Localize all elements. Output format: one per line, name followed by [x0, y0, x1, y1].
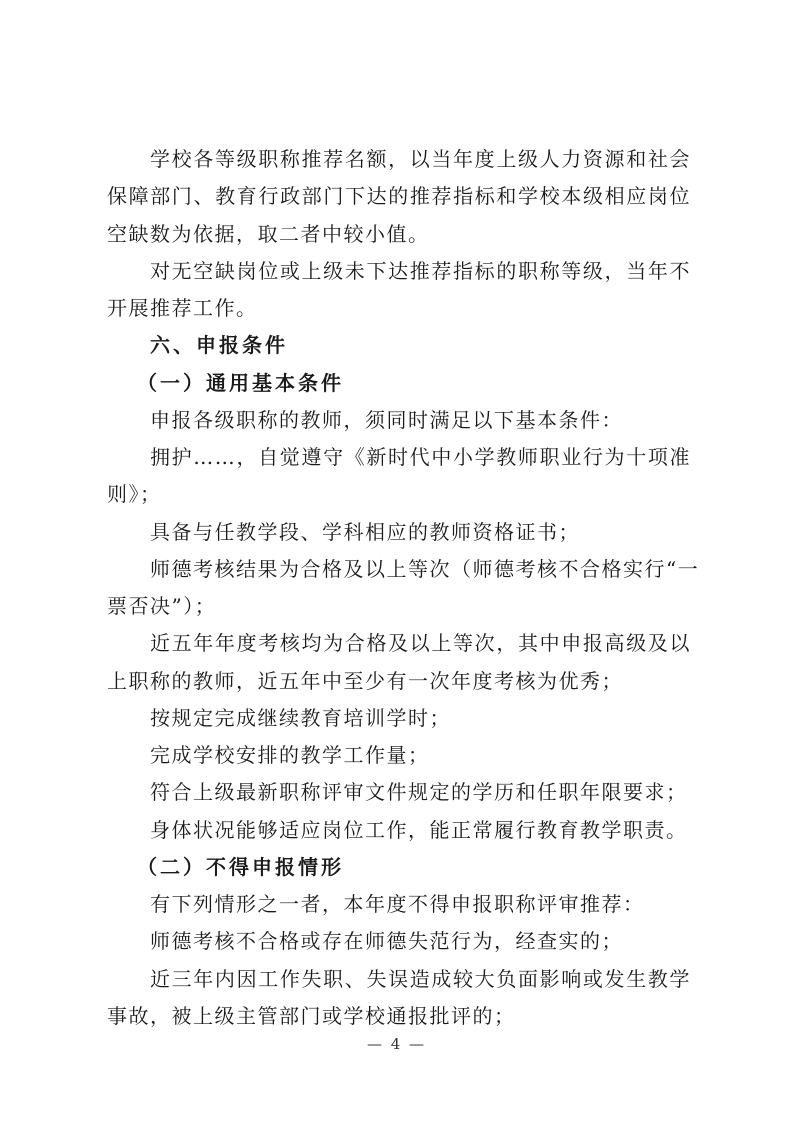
- body-text-line: 近五年年度考核均为合格及以上等次，其中申报高级及以: [150, 631, 691, 656]
- body-text-line: 拥护……，自觉遵守《新时代中小学教师职业行为十项准: [150, 445, 691, 469]
- body-text-line: 则》；: [107, 482, 162, 507]
- body-text-line: 按规定完成继续教育培训学时；: [150, 705, 451, 730]
- body-text-line: 对无空缺岗位或上级未下达推荐指标的职称等级，当年不: [150, 258, 691, 283]
- section-heading: 六、申报条件: [150, 333, 288, 358]
- body-text-line: 事故，被上级主管部门或学校通报批评的；: [107, 1003, 516, 1028]
- body-text-line: 上职称的教师，近五年中至少有一次年度考核为优秀；: [107, 668, 623, 693]
- body-text-line: 具备与任教学段、学科相应的教师资格证书；: [150, 519, 580, 544]
- page-number: — 4 —: [366, 1035, 427, 1053]
- body-text-line: 有下列情形之一者，本年度不得申报职称评审推荐：: [150, 892, 645, 916]
- body-text-line: 符合上级最新职称评审文件规定的学历和任职年限要求；: [150, 780, 688, 805]
- body-text-line: 开展推荐工作。: [107, 296, 258, 320]
- body-text-line: 票否决”）；: [107, 594, 217, 618]
- body-text-line: 保障部门、教育行政部门下达的推荐指标和学校本级相应岗位: [107, 184, 691, 209]
- body-text-line: 近三年内因工作失职、失误造成较大负面影响或发生教学: [150, 966, 691, 991]
- body-text-line: 完成学校安排的教学工作量；: [150, 743, 430, 767]
- body-text-line: 身体状况能够适应岗位工作，能正常履行教育教学职责。: [150, 817, 688, 842]
- body-text-line: 空缺数为依据，取二者中较小值。: [107, 221, 430, 246]
- document-body: [107, 141, 700, 1035]
- subsection-heading: （二）不得申报情形: [137, 854, 344, 879]
- body-text-line: 学校各等级职称推荐名额，以当年度上级人力资源和社会: [150, 147, 691, 171]
- body-text-line: 师德考核不合格或存在师德失范行为，经查实的；: [150, 929, 623, 954]
- subsection-heading: （一）通用基本条件: [137, 370, 344, 395]
- body-text-line: 师德考核结果为合格及以上等次（师德考核不合格实行“一: [150, 556, 700, 581]
- body-text-line: 申报各级职称的教师，须同时满足以下基本条件：: [150, 407, 623, 432]
